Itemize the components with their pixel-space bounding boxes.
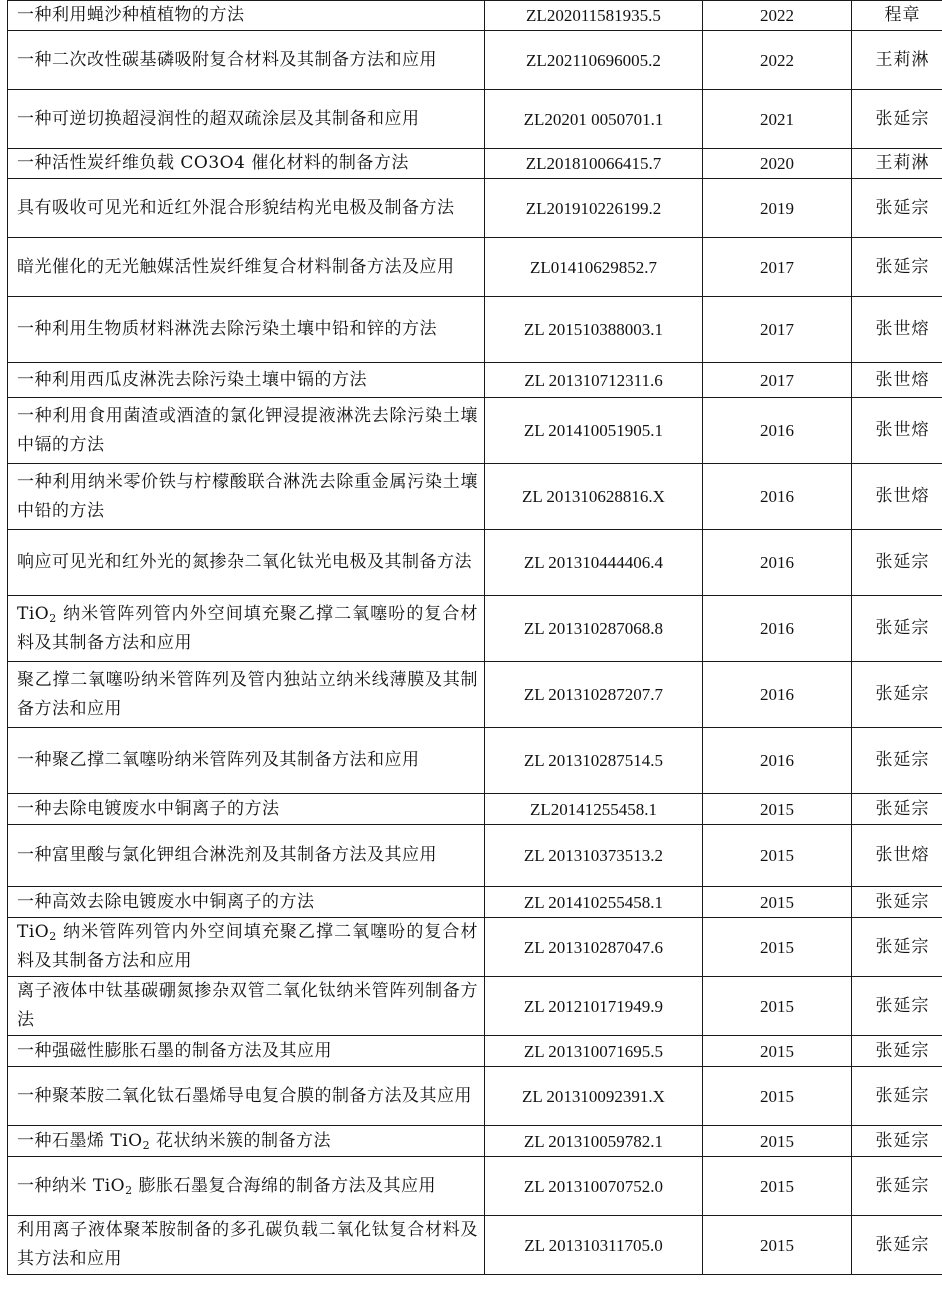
inventor-cell: 张世熔 — [852, 825, 942, 887]
inventor-cell: 张延宗 — [852, 1216, 942, 1275]
patent-title-cell — [8, 1157, 485, 1216]
table-row — [8, 179, 942, 238]
grant-year-cell: 2015 — [703, 1126, 852, 1157]
grant-year-cell: 2022 — [703, 31, 852, 90]
grant-year-cell: 2016 — [703, 596, 852, 662]
patent-title-cell: 一种利用食用菌渣或酒渣的氯化钾浸提液淋洗去除污染土壤中镉的方法 — [8, 398, 485, 464]
inventor-cell: 张延宗 — [852, 596, 942, 662]
table-row — [8, 1036, 942, 1067]
table-row — [8, 90, 942, 149]
inventor-cell: 张延宗 — [852, 1157, 942, 1216]
patent-number-cell: ZL20141255458.1 — [485, 794, 703, 825]
grant-year-cell: 2016 — [703, 728, 852, 794]
patent-title-part: TiO — [17, 603, 50, 624]
patent-number-cell: ZL 201310628816.X — [485, 464, 703, 530]
grant-year-cell: 2017 — [703, 238, 852, 297]
patent-number-cell: ZL201910226199.2 — [485, 179, 703, 238]
patent-title-cell: 聚乙撑二氧噻吩纳米管阵列及管内独站立纳米线薄膜及其制备方法和应用 — [8, 662, 485, 728]
patent-title-cell: 一种聚苯胺二氧化钛石墨烯导电复合膜的制备方法及其应用 — [8, 1067, 485, 1126]
grant-year-cell: 2015 — [703, 794, 852, 825]
patent-title-part: 一种纳米 TiO — [17, 1175, 126, 1196]
patent-title-subscript: 2 — [142, 1138, 151, 1152]
patent-title-part: 一种石墨烯 TiO — [17, 1130, 143, 1151]
patent-title-cell: 具有吸收可见光和近红外混合形貌结构光电极及制备方法 — [8, 179, 485, 238]
table-row — [8, 728, 942, 794]
grant-year-cell: 2016 — [703, 464, 852, 530]
grant-year-cell: 2015 — [703, 825, 852, 887]
inventor-cell: 张延宗 — [852, 90, 942, 149]
patent-title-cell: 一种去除电镀废水中铜离子的方法 — [8, 794, 485, 825]
grant-year-cell: 2017 — [703, 297, 852, 363]
patent-number-cell: ZL 201310287047.6 — [485, 918, 703, 977]
patent-table — [7, 0, 942, 1275]
patent-title-cell: 一种强磁性膨胀石墨的制备方法及其应用 — [8, 1036, 485, 1067]
inventor-cell: 程章 — [852, 1, 942, 31]
inventor-cell: 张延宗 — [852, 1126, 942, 1157]
patent-title-cell: 响应可见光和红外光的氮掺杂二氧化钛光电极及其制备方法 — [8, 530, 485, 596]
table-row — [8, 530, 942, 596]
inventor-cell: 张延宗 — [852, 662, 942, 728]
patent-title-cell — [8, 918, 485, 977]
patent-number-cell: ZL20201 0050701.1 — [485, 90, 703, 149]
table-row — [8, 1126, 942, 1157]
inventor-cell: 张延宗 — [852, 530, 942, 596]
table-row — [8, 363, 942, 398]
patent-number-cell: ZL 201310712311.6 — [485, 363, 703, 398]
patent-title-subscript: 2 — [49, 611, 57, 625]
patent-title-part: 纳米管阵列管内外空间填充聚乙撑二氧噻吩的复合材料及其制备方法和应用 — [17, 922, 478, 971]
inventor-cell: 张世熔 — [852, 464, 942, 530]
table-row — [8, 825, 942, 887]
table-row — [8, 31, 942, 90]
table-row — [8, 1216, 942, 1275]
grant-year-cell: 2015 — [703, 977, 852, 1036]
grant-year-cell: 2021 — [703, 90, 852, 149]
grant-year-cell: 2020 — [703, 149, 852, 179]
patent-number-cell: ZL 201210171949.9 — [485, 977, 703, 1036]
patent-title-cell: 离子液体中钛基碳硼氮掺杂双管二氧化钛纳米管阵列制备方法 — [8, 977, 485, 1036]
table-row — [8, 596, 942, 662]
grant-year-cell: 2015 — [703, 1036, 852, 1067]
table-row — [8, 662, 942, 728]
table-row — [8, 297, 942, 363]
inventor-cell: 张世熔 — [852, 363, 942, 398]
patent-number-cell: ZL202110696005.2 — [485, 31, 703, 90]
patent-title-cell: 一种活性炭纤维负载 CO3O4 催化材料的制备方法 — [8, 149, 485, 179]
table-row — [8, 918, 942, 977]
patent-number-cell: ZL 201310070752.0 — [485, 1157, 703, 1216]
grant-year-cell: 2015 — [703, 1216, 852, 1275]
grant-year-cell: 2016 — [703, 398, 852, 464]
patent-title-cell: 一种可逆切换超浸润性的超双疏涂层及其制备和应用 — [8, 90, 485, 149]
grant-year-cell: 2016 — [703, 662, 852, 728]
patent-table-body — [8, 1, 942, 1275]
table-row — [8, 1157, 942, 1216]
grant-year-cell: 2015 — [703, 918, 852, 977]
patent-number-cell: ZL 201310092391.X — [485, 1067, 703, 1126]
patent-title-cell: 暗光催化的无光触媒活性炭纤维复合材料制备方法及应用 — [8, 238, 485, 297]
inventor-cell: 张世熔 — [852, 398, 942, 464]
inventor-cell: 张延宗 — [852, 728, 942, 794]
table-row — [8, 1067, 942, 1126]
patent-number-cell: ZL 201310071695.5 — [485, 1036, 703, 1067]
inventor-cell: 张延宗 — [852, 977, 942, 1036]
patent-title-part: TiO — [17, 922, 50, 942]
patent-title-cell: 一种高效去除电镀废水中铜离子的方法 — [8, 887, 485, 918]
patent-number-cell: ZL 201410255458.1 — [485, 887, 703, 918]
patent-title-cell: 利用离子液体聚苯胺制备的多孔碳负载二氧化钛复合材料及其方法和应用 — [8, 1216, 485, 1275]
inventor-cell: 张延宗 — [852, 1036, 942, 1067]
table-row — [8, 794, 942, 825]
grant-year-cell: 2015 — [703, 887, 852, 918]
patent-title-cell: 一种利用蝇沙种植植物的方法 — [8, 1, 485, 31]
inventor-cell: 张延宗 — [852, 918, 942, 977]
inventor-cell: 张延宗 — [852, 238, 942, 297]
patent-number-cell: ZL 201310311705.0 — [485, 1216, 703, 1275]
grant-year-cell: 2016 — [703, 530, 852, 596]
patent-title-cell: 一种富里酸与氯化钾组合淋洗剂及其制备方法及其应用 — [8, 825, 485, 887]
patent-title-cell — [8, 1126, 485, 1157]
inventor-cell: 张延宗 — [852, 794, 942, 825]
patent-number-cell: ZL 201310287514.5 — [485, 728, 703, 794]
patent-title-part: 花状纳米簇的制备方法 — [150, 1130, 332, 1151]
patent-number-cell: ZL 201310444406.4 — [485, 530, 703, 596]
patent-title-cell: 一种利用西瓜皮淋洗去除污染土壤中镉的方法 — [8, 363, 485, 398]
table-row — [8, 238, 942, 297]
grant-year-cell: 2015 — [703, 1157, 852, 1216]
table-row — [8, 977, 942, 1036]
patent-title-subscript: 2 — [125, 1183, 133, 1197]
inventor-cell: 王莉淋 — [852, 31, 942, 90]
patent-number-cell: ZL 201310287068.8 — [485, 596, 703, 662]
table-row — [8, 398, 942, 464]
grant-year-cell: 2019 — [703, 179, 852, 238]
patent-title-cell — [8, 596, 485, 662]
table-row — [8, 887, 942, 918]
patent-number-cell: ZL201810066415.7 — [485, 149, 703, 179]
table-row — [8, 149, 942, 179]
patent-title-cell: 一种二次改性碳基磷吸附复合材料及其制备方法和应用 — [8, 31, 485, 90]
patent-number-cell: ZL 201310287207.7 — [485, 662, 703, 728]
inventor-cell: 王莉淋 — [852, 149, 942, 179]
grant-year-cell: 2022 — [703, 1, 852, 31]
patent-title-cell: 一种利用生物质材料淋洗去除污染土壤中铅和锌的方法 — [8, 297, 485, 363]
patent-number-cell: ZL 201410051905.1 — [485, 398, 703, 464]
inventor-cell: 张世熔 — [852, 297, 942, 363]
patent-number-cell: ZL 201310059782.1 — [485, 1126, 703, 1157]
patent-number-cell: ZL 201510388003.1 — [485, 297, 703, 363]
inventor-cell: 张延宗 — [852, 179, 942, 238]
patent-title-subscript: 2 — [49, 930, 57, 943]
inventor-cell: 张延宗 — [852, 887, 942, 918]
patent-number-cell: ZL 201310373513.2 — [485, 825, 703, 887]
patent-number-cell: ZL202011581935.5 — [485, 1, 703, 31]
patent-title-cell: 一种利用纳米零价铁与柠檬酸联合淋洗去除重金属污染土壤中铅的方法 — [8, 464, 485, 530]
inventor-cell: 张延宗 — [852, 1067, 942, 1126]
table-row — [8, 1, 942, 31]
table-row — [8, 464, 942, 530]
grant-year-cell: 2015 — [703, 1067, 852, 1126]
patent-title-part: 膨胀石墨复合海绵的制备方法及其应用 — [132, 1175, 437, 1196]
grant-year-cell: 2017 — [703, 363, 852, 398]
patent-title-cell: 一种聚乙撑二氧噻吩纳米管阵列及其制备方法和应用 — [8, 728, 485, 794]
patent-number-cell: ZL01410629852.7 — [485, 238, 703, 297]
patent-title-part: 纳米管阵列管内外空间填充聚乙撑二氧噻吩的复合材料及其制备方法和应用 — [17, 603, 478, 653]
